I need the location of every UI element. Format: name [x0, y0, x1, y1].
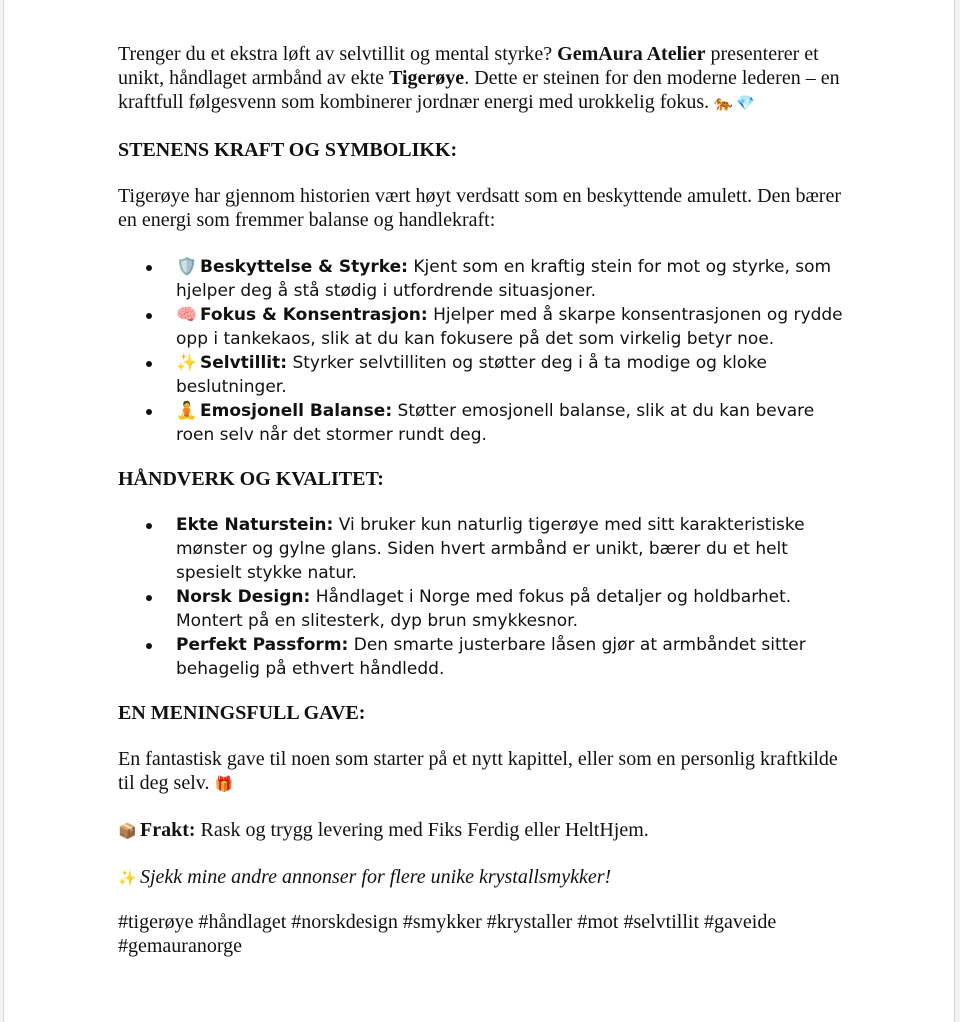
meditation-icon: 🧘 — [176, 401, 198, 421]
sparkles-icon: ✨ — [176, 353, 198, 373]
list-item-title: Norsk Design: — [176, 587, 311, 607]
gift-paragraph — [118, 747, 848, 796]
craftsmanship-list — [118, 513, 848, 681]
list-item-title: Perfekt Passform: — [176, 635, 349, 655]
tiger-icon: 🐅 — [714, 94, 733, 112]
brand-name: GemAura Atelier — [557, 43, 706, 65]
list-item — [118, 351, 848, 399]
intro-text-2: presenterer et unikt, håndlaget armbånd av ekte — [118, 43, 819, 89]
list-item-text: Vi bruker kun naturlig tigerøye med sitt karakteristiske mønster og gylne glans. Siden hvert armbånd er unikt, bærer du et helt spesielt stykke natur. — [176, 515, 805, 583]
list-item-title: Fokus & Konsentrasjon: — [200, 305, 428, 325]
list-item — [118, 513, 848, 585]
sparkles-icon: ✨ — [118, 869, 137, 887]
list-item-text: Håndlaget i Norge med fokus på detaljer og holdbarhet. Montert på en slitesterk, dyp brun smykkesnor. — [176, 587, 792, 631]
list-item-title: Emosjonell Balanse: — [200, 401, 393, 421]
list-item-text: Støtter emosjonell balanse, slik at du kan bevare roen selv når det stormer rundt deg. — [176, 401, 815, 445]
intro-text-1: Trenger du et ekstra løft av selvtillit og mental styrke? — [118, 43, 558, 65]
list-item — [118, 633, 848, 681]
list-item — [118, 399, 848, 447]
shield-icon: 🛡️ — [176, 257, 198, 277]
list-item-title: Selvtillit: — [200, 353, 288, 373]
package-icon: 📦 — [118, 822, 137, 840]
document-page — [3, 0, 955, 1022]
list-item-title: Beskyttelse & Styrke: — [200, 257, 408, 277]
list-item-text: Hjelper med å skarpe konsentrasjonen og rydde opp i tankekaos, slik at du kan fokusere på det som virkelig betyr noe. — [176, 305, 843, 349]
symbolism-list — [118, 255, 848, 447]
list-item — [118, 585, 848, 633]
list-item-text: Kjent som en kraftig stein for mot og styrke, som hjelper deg å stå stødig i utfordrende situasjoner. — [176, 257, 832, 301]
intro-paragraph — [118, 42, 848, 115]
list-item — [118, 303, 848, 351]
shipping-paragraph — [118, 818, 848, 843]
shipping-text: Rask og trygg levering med Fiks Ferdig eller HeltHjem. — [195, 819, 649, 841]
promo-paragraph — [118, 865, 848, 890]
shipping-label: Frakt: — [140, 819, 196, 841]
brain-icon: 🧠 — [176, 305, 198, 325]
list-item-title: Ekte Naturstein: — [176, 515, 334, 535]
symbolism-paragraph: Tigerøye har gjennom historien vært høyt verdsatt som en beskyttende amulett. Den bærer en energi som fremmer balanse og handlekraft: — [118, 185, 842, 231]
list-item-text: Den smarte justerbare låsen gjør at armbåndet sitter behagelig på ethvert håndledd. — [176, 635, 806, 679]
hashtags: #tigerøye #håndlaget #norskdesign #smykker #krystaller #mot #selvtillit #gaveide #gemauranorge — [118, 911, 777, 957]
list-item — [118, 255, 848, 303]
section-heading-gift: EN MENINGSFULL GAVE: — [118, 702, 366, 724]
section-heading-craftsmanship: HÅNDVERK OG KVALITET: — [118, 468, 384, 490]
list-item-text: Styrker selvtilliten og støtter deg i å ta modige og kloke beslutninger. — [176, 353, 767, 397]
intro-text-3: . Dette er steinen for den moderne lederen – en kraftfull følgesvenn som kombinerer jordnær energi med urokkelig fokus. — [118, 67, 840, 113]
gem-icon: 💎 — [736, 94, 755, 112]
stone-name: Tigerøye — [389, 67, 465, 89]
section-heading-symbolism: STENENS KRAFT OG SYMBOLIKK: — [118, 139, 458, 161]
promo-text: Sjekk mine andre annonser for flere unike krystallsmykker! — [140, 866, 612, 888]
document-content — [118, 42, 848, 958]
gift-icon: 🎁 — [214, 775, 234, 793]
gift-text: En fantastisk gave til noen som starter på et nytt kapittel, eller som en personlig kraftkilde til deg selv. — [118, 748, 838, 794]
